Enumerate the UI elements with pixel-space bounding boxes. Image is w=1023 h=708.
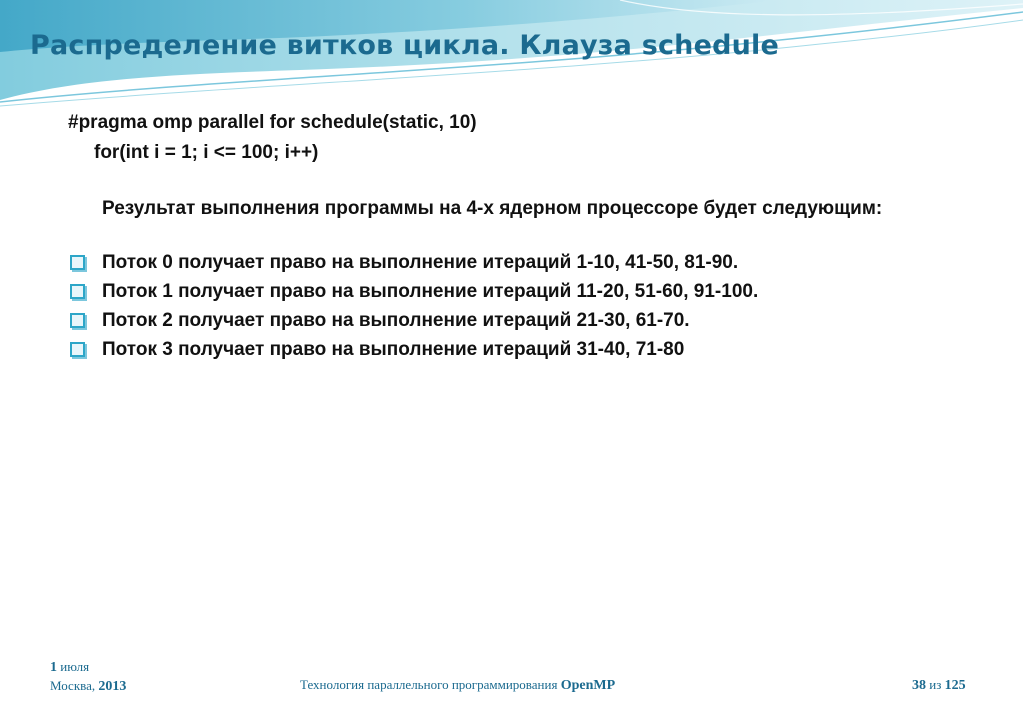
list-item <box>68 306 758 335</box>
list-item-text: Поток 1 получает право на выполнение итераций 11-20, 51-60, 91-100. <box>102 280 759 302</box>
footer-course-text: Технология параллельного программирования <box>300 677 558 692</box>
footer-course-tech: OpenMP <box>560 678 616 693</box>
footer-course <box>300 677 615 694</box>
list-item-text: Поток 0 получает право на выполнение итераций 1-10, 41-50, 81-90. <box>102 251 739 273</box>
checkbox-bullet-icon <box>70 313 85 328</box>
list-item <box>68 277 758 306</box>
list-item <box>68 335 758 364</box>
footer-day: 1 <box>50 660 57 675</box>
list-item-text: Поток 2 получает право на выполнение итераций 21-30, 61-70. <box>102 309 690 331</box>
page-current: 38 <box>912 678 926 693</box>
result-text-label: Результат выполнения программы на 4-х ядерном процессоре будет следующим: <box>102 198 883 219</box>
checkbox-bullet-icon <box>70 342 85 357</box>
code-line-for: for(int i = 1; i <= 100; i++) <box>94 142 319 163</box>
footer-page-number <box>912 677 966 694</box>
checkbox-bullet-icon <box>70 284 85 299</box>
thread-list <box>68 248 758 364</box>
footer-month: июля <box>60 659 90 674</box>
checkbox-bullet-icon <box>70 255 85 270</box>
page-total: 125 <box>944 678 966 693</box>
page-of: из <box>929 677 942 692</box>
footer-year: 2013 <box>98 679 127 694</box>
code-line-pragma: #pragma omp parallel for schedule(static, 10) <box>68 112 477 133</box>
footer-city: Москва <box>50 678 92 693</box>
result-text <box>68 198 948 220</box>
footer-date: 1 июля Москва, 2013 <box>50 659 127 694</box>
list-item-text: Поток 3 получает право на выполнение итераций 31-40, 71-80 <box>102 338 685 360</box>
list-item <box>68 248 758 277</box>
slide-title: Распределение витков цикла. Клауза schedule <box>30 30 780 61</box>
